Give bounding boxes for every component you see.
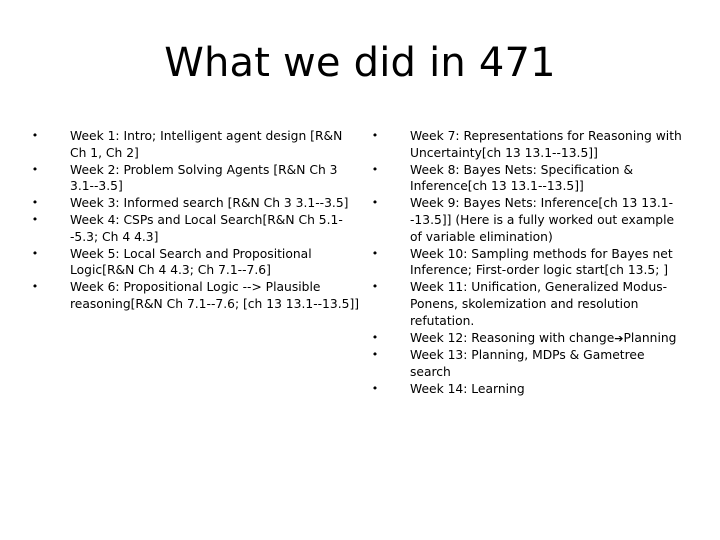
list-item-text: Week 9: Bayes Nets: Inference[ch 13 13.1--13.5]] (Here is a fully worked out example of variable elimination) <box>410 196 675 244</box>
list-item-text: Week 13: Planning, MDPs & Gametree search <box>410 348 645 380</box>
bullet-icon: • <box>371 246 379 260</box>
list-item-week-5 <box>30 246 360 280</box>
list-item-text: Week 5: Local Search and Propositional Logic[R&N Ch 4 4.3; Ch 7.1--7.6] <box>70 246 312 278</box>
bullet-icon: • <box>371 162 379 176</box>
list-item-week-2 <box>30 162 360 196</box>
list-item-week-7 <box>370 128 688 162</box>
bullet-icon: • <box>31 212 39 226</box>
right-week-list <box>370 128 688 398</box>
list-item-text: Week 3: Informed search [R&N Ch 3 3.1--3.5] <box>70 196 349 211</box>
list-item-week-14 <box>370 381 688 398</box>
list-item-week-1 <box>30 128 360 162</box>
bullet-icon: • <box>31 129 39 142</box>
list-item-week-4 <box>30 212 360 246</box>
list-item-text: Week 10: Sampling methods for Bayes net Inference; First-order logic start[ch 13.5; ] <box>410 246 673 278</box>
list-item-text: Week 8: Bayes Nets: Specification & Inference[ch 13 13.1--13.5]] <box>410 162 634 194</box>
list-item-text: Week 11: Unification, Generalized Modus-Ponens, skolemization and resolution refutation. <box>410 280 668 328</box>
bullet-icon: • <box>371 129 379 142</box>
list-item-week-9 <box>370 195 688 245</box>
list-item-text: Week 4: CSPs and Local Search[R&N Ch 5.1--5.3; Ch 4 4.3] <box>70 212 343 244</box>
bullet-icon: • <box>371 280 379 294</box>
arrow-right-icon: ➔ <box>614 331 624 345</box>
list-item-week-6 <box>30 279 360 313</box>
list-item-week-12 <box>370 330 688 348</box>
left-week-list <box>30 128 360 313</box>
list-item-text: Week 6: Propositional Logic --> Plausible reasoning[R&N Ch 7.1--7.6; [ch 13 13.1--13.5]] <box>70 280 360 311</box>
list-item-week-3 <box>30 195 360 212</box>
list-item-text-before: Week 12: Reasoning with change <box>410 330 615 345</box>
list-item-week-11 <box>370 279 688 329</box>
bullet-icon: • <box>371 381 379 395</box>
bullet-icon: • <box>371 330 379 344</box>
list-item-week-8 <box>370 162 688 196</box>
list-item-week-10 <box>370 246 688 280</box>
bullet-icon: • <box>371 348 379 362</box>
list-item-text: Week 1: Intro; Intelligent agent design [R&N Ch 1, Ch 2] <box>70 129 343 160</box>
list-item-text: Week 7: Representations for Reasoning with Uncertainty[ch 13 13.1--13.5]] <box>410 129 682 160</box>
list-item-text: Week 2: Problem Solving Agents [R&N Ch 3 3.1--3.5] <box>70 162 338 194</box>
list-item-week-13 <box>370 347 688 381</box>
bullet-icon: • <box>31 196 39 210</box>
list-item-text: Week 14: Learning <box>410 381 525 396</box>
bullet-icon: • <box>31 246 39 260</box>
page-title: What we did in 471 <box>164 40 556 86</box>
bullet-icon: • <box>31 280 39 294</box>
bullet-icon: • <box>31 162 39 176</box>
bullet-icon: • <box>371 196 379 210</box>
list-item-text-after: Planning <box>623 330 677 345</box>
